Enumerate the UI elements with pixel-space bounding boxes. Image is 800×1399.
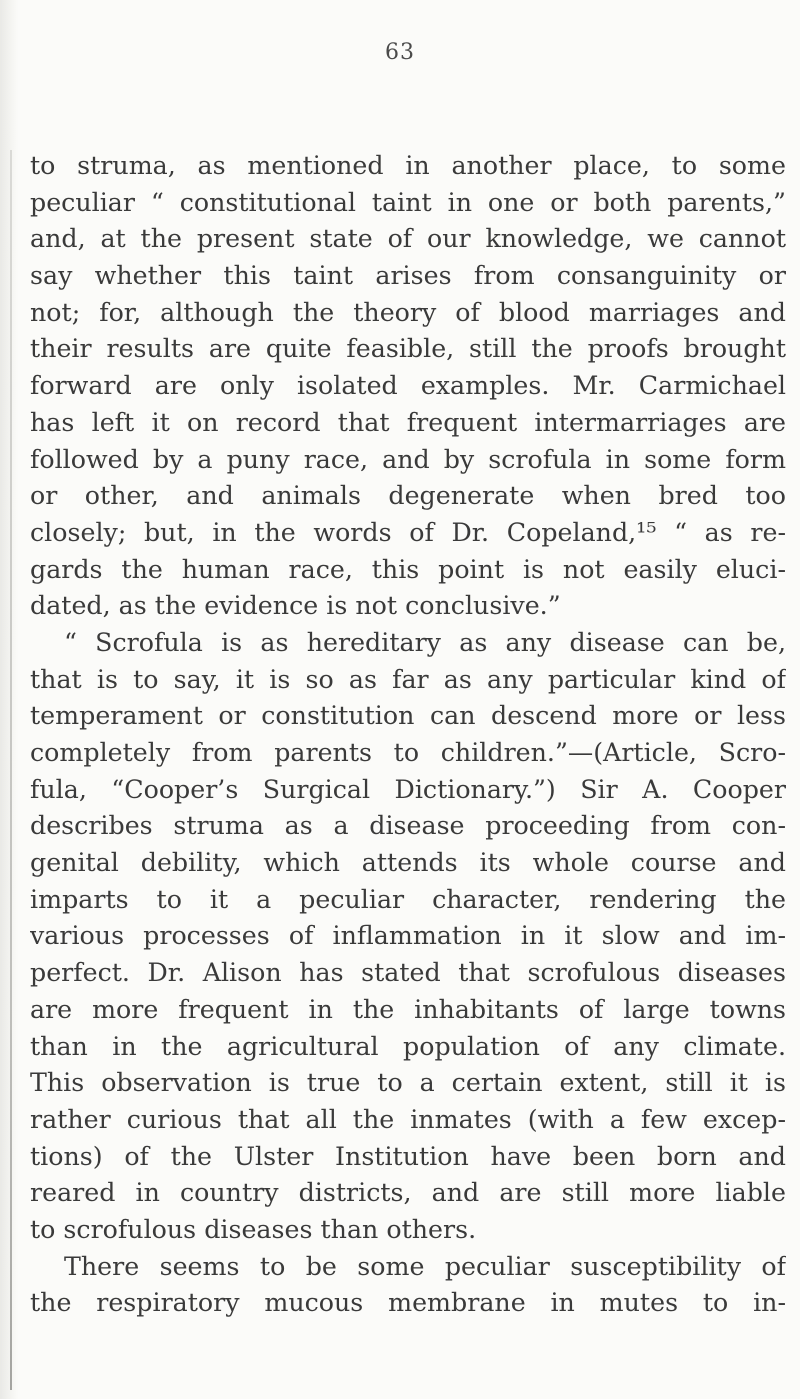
text-line: fula, “Cooper’s Surgical Dictionary.”) Sir A. Cooper: [30, 774, 786, 804]
text-line: to scrofulous diseases than others.: [30, 1214, 477, 1244]
text-line: are more frequent in the inhabitants of large towns: [30, 994, 786, 1024]
text-line: or other, and animals degenerate when bred too: [30, 481, 786, 511]
text-line: tions) of the Ulster Institution have been born and: [30, 1141, 786, 1171]
text-line: not; for, although the theory of blood marriages and: [30, 297, 786, 327]
text-line: completely from parents to children.”—(Article, Scro-: [30, 738, 786, 767]
text-line: followed by a puny race, and by scrofula in some form: [30, 444, 786, 474]
text-line: This observation is true to a certain extent, still it is: [30, 1068, 786, 1098]
text-line: perfect. Dr. Alison has stated that scrofulous diseases: [30, 958, 786, 988]
text-line: rather curious that all the inmates (with a few excep-: [30, 1104, 786, 1134]
text-line: genital debility, which attends its whole course and: [30, 848, 786, 878]
page-number: 63: [385, 40, 415, 65]
text-line: their results are quite feasible, still the proofs brought: [30, 334, 786, 364]
text-line: “ Scrofula is as hereditary as any disease can be,: [64, 627, 786, 657]
text-line: that is to say, it is so as far as any particular kind of: [30, 664, 786, 694]
text-line: describes struma as a disease proceeding from con-: [30, 811, 786, 841]
text-line: reared in country districts, and are still more liable: [30, 1178, 786, 1208]
text-line: than in the agricultural population of any climate.: [30, 1031, 786, 1061]
text-line: dated, as the evidence is not conclusive.”: [30, 591, 561, 621]
text-line: forward are only isolated examples. Mr. Carmichael: [30, 371, 786, 401]
text-line: and, at the present state of our knowledge, we cannot: [30, 224, 786, 254]
body-text: [30, 148, 786, 1322]
text-line: gards the human race, this point is not easily eluci-: [30, 554, 786, 584]
text-line: closely; but, in the words of Dr. Copeland,¹⁵ “ as re-: [30, 517, 786, 547]
binding-edge: [10, 150, 12, 1390]
text-line: has left it on record that frequent intermarriages are: [30, 407, 786, 437]
page-gutter-shadow: [0, 0, 18, 1399]
text-line: to struma, as mentioned in another place, to some: [30, 151, 786, 180]
text-line: say whether this taint arises from consanguinity or: [30, 261, 786, 291]
text-line: There seems to be some peculiar susceptibility of: [64, 1251, 786, 1281]
text-line: various processes of inflammation in it slow and im-: [30, 921, 786, 951]
text-line: temperament or constitution can descend more or less: [30, 701, 786, 731]
text-line: the respiratory mucous membrane in mutes to in-: [30, 1288, 786, 1318]
text-line: peculiar “ constitutional taint in one or both parents,”: [30, 187, 786, 217]
text-line: imparts to it a peculiar character, rendering the: [30, 884, 786, 914]
